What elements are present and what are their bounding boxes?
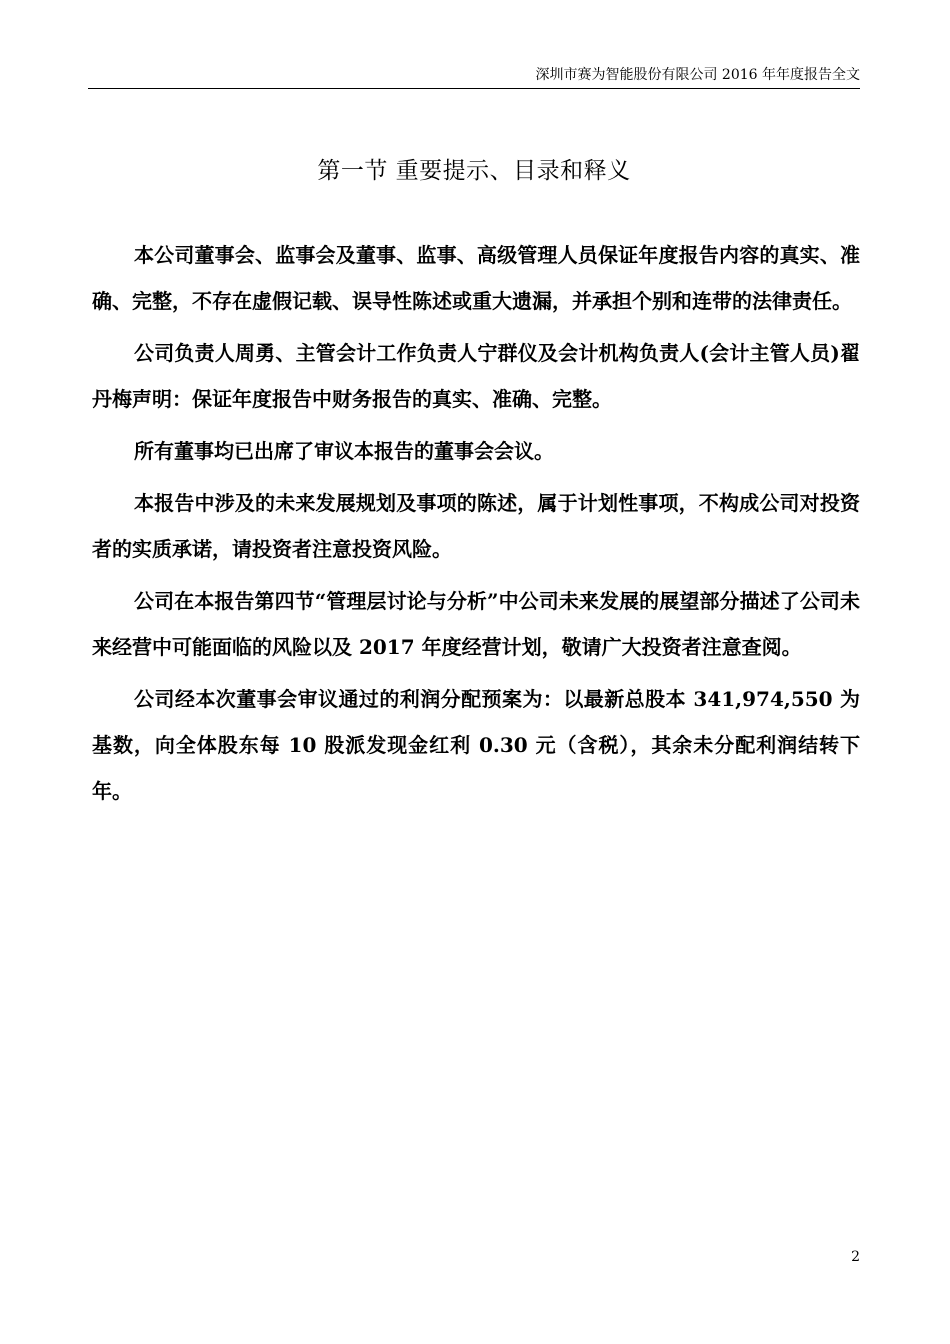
- paragraph-risk-notice: 公司在本报告第四节“管理层讨论与分析”中公司未来发展的展望部分描述了公司未来经营中可能面临的风险以及 2017 年度经营计划，敬请广大投资者注意查阅。: [92, 589, 860, 659]
- page-number: 2: [851, 1249, 860, 1265]
- page-header: [88, 64, 860, 89]
- section-title: 第一节 重要提示、目录和释义: [317, 158, 631, 184]
- paragraph-forward-looking-statement: 本报告中涉及的未来发展规划及事项的陈述，属于计划性事项，不构成公司对投资者的实质承诺，请投资者注意投资风险。: [92, 491, 860, 561]
- paragraph-responsibility-statement: 本公司董事会、监事会及董事、监事、高级管理人员保证年度报告内容的真实、准确、完整，不存在虚假记载、误导性陈述或重大遗漏，并承担个别和连带的法律责任。: [92, 243, 860, 313]
- paragraph-board-attendance: 所有董事均已出席了审议本报告的董事会会议。: [134, 439, 554, 463]
- paragraph-financial-report-declaration: 公司负责人周勇、主管会计工作负责人宁群仪及会计机构负责人(会计主管人员)翟丹梅声明：保证年度报告中财务报告的真实、准确、完整。: [92, 341, 860, 411]
- body-content: [92, 232, 860, 820]
- paragraph-profit-distribution: 公司经本次董事会审议通过的利润分配预案为：以最新总股本 341,974,550 为基数，向全体股东每 10 股派发现金红利 0.30 元（含税），其余未分配利润结转下年。: [92, 687, 860, 803]
- running-header-title: 深圳市赛为智能股份有限公司 2016 年年度报告全文: [535, 67, 860, 83]
